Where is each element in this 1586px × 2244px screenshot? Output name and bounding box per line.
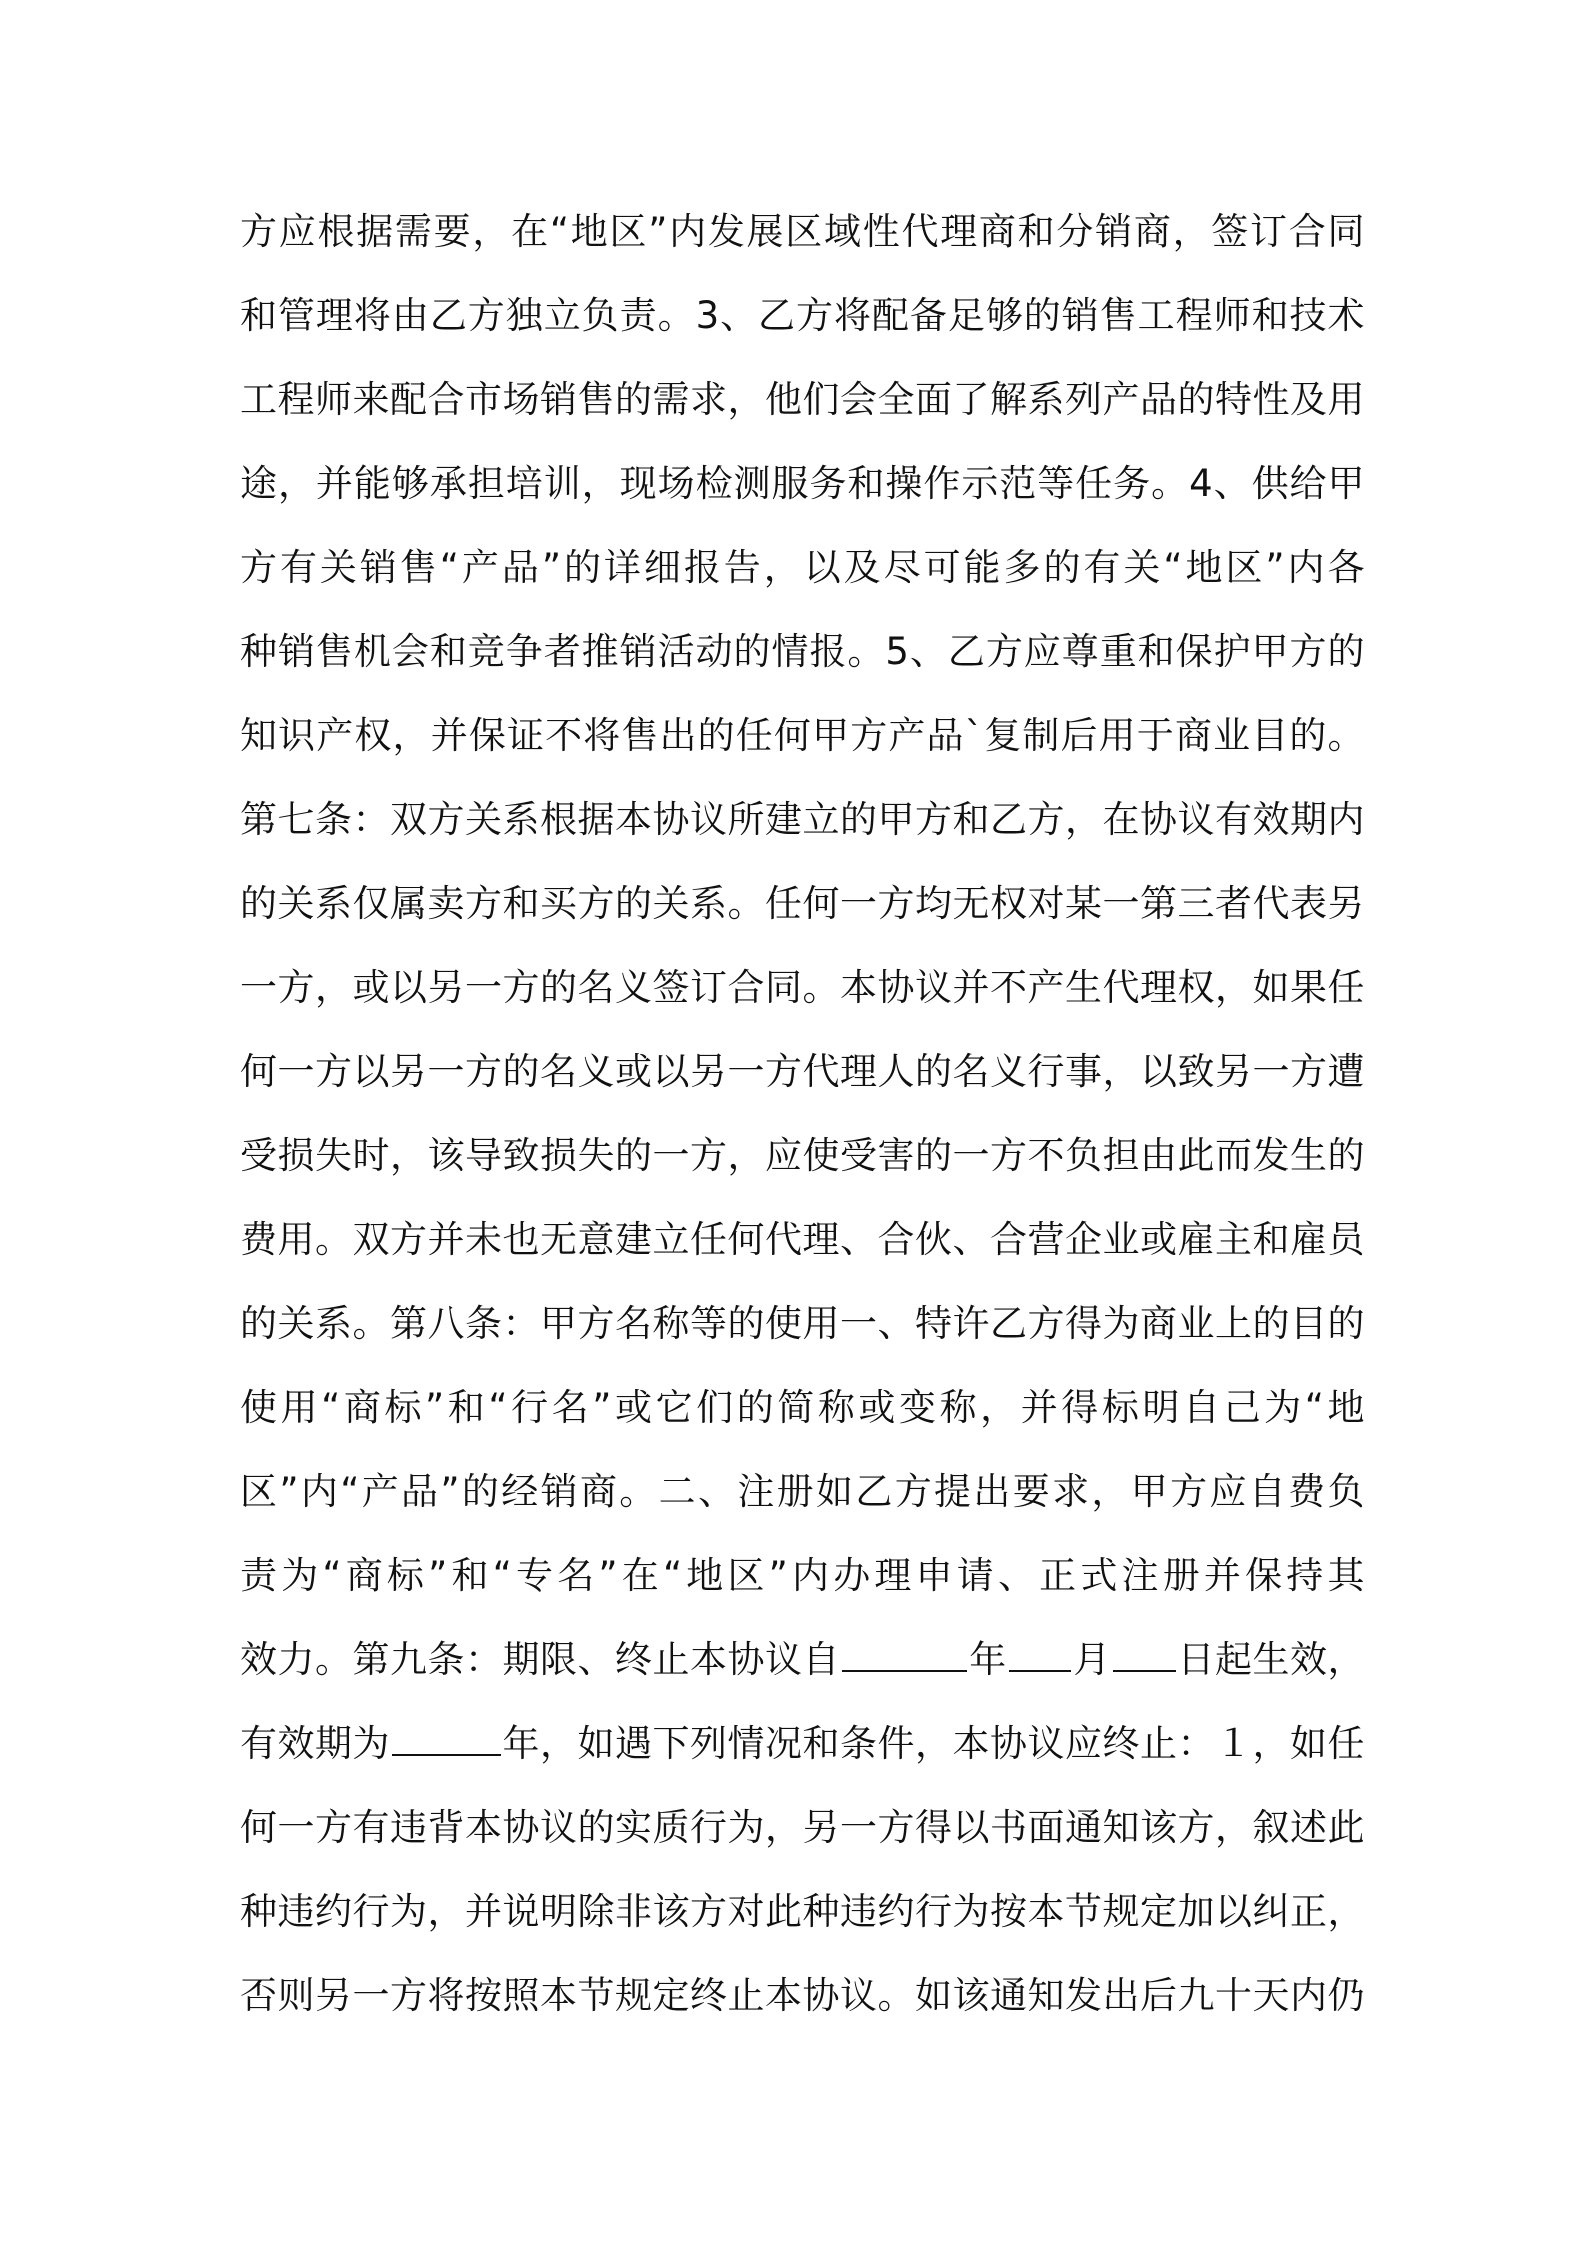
text-segment: 日起生效， (1177, 1638, 1365, 1681)
text-line: 费用。双方并未也无意建立任何代理、合伙、合营企业或雇主和雇员 (240, 1218, 1365, 1261)
text-line-with-blanks (240, 1702, 1365, 1786)
text-segment: 年，如遇下列情况和条件，本协议应终止：１，如任 (502, 1722, 1365, 1765)
text-line: 何一方以另一方的名义或以另一方代理人的名义行事，以致另一方遭 (240, 1050, 1365, 1093)
text-line: 工程师来配合市场销售的需求，他们会全面了解系列产品的特性及用 (240, 378, 1365, 421)
text-line: 知识产权，并保证不将售出的任何甲方产品`复制后用于商业目的。 (240, 714, 1365, 757)
text-line: 何一方有违背本协议的实质行为，另一方得以书面通知该方，叙述此 (240, 1806, 1365, 1849)
text-line: 途，并能够承担培训，现场检测服务和操作示范等任务。4、供给甲 (240, 462, 1365, 505)
text-line: 第七条：双方关系根据本协议所建立的甲方和乙方，在协议有效期内 (240, 798, 1365, 841)
fill-in-blank (392, 1753, 501, 1756)
text-line: 受损失时，该导致损失的一方，应使受害的一方不负担由此而发生的 (240, 1134, 1365, 1177)
fill-in-blank (1009, 1669, 1072, 1672)
text-segment: 年 (969, 1638, 1007, 1681)
fill-in-blank (1113, 1669, 1176, 1672)
text-segment: 效力。第九条：期限、终止本协议自 (240, 1638, 840, 1681)
fill-in-blank (842, 1669, 967, 1672)
text-line: 否则另一方将按照本节规定终止本协议。如该通知发出后九十天内仍 (240, 1974, 1365, 2017)
text-line: 方应根据需要，在“地区”内发展区域性代理商和分销商，签订合同 (240, 210, 1365, 253)
body-text (240, 190, 1365, 2038)
text-line: 种销售机会和竞争者推销活动的情报。5、乙方应尊重和保护甲方的 (240, 630, 1365, 673)
text-line: 种违约行为，并说明除非该方对此种违约行为按本节规定加以纠正， (240, 1890, 1365, 1933)
text-line: 区”内“产品”的经销商。二、注册如乙方提出要求，甲方应自费负 (240, 1470, 1365, 1513)
text-line: 的关系仅属卖方和买方的关系。任何一方均无权对某一第三者代表另 (240, 882, 1365, 925)
text-segment: 有效期为 (240, 1722, 390, 1765)
text-line: 一方，或以另一方的名义签订合同。本协议并不产生代理权，如果任 (240, 966, 1365, 1009)
text-segment: 月 (1073, 1638, 1111, 1681)
text-line: 方有关销售“产品”的详细报告，以及尽可能多的有关“地区”内各 (240, 546, 1365, 589)
text-line: 的关系。第八条：甲方名称等的使用一、特许乙方得为商业上的目的 (240, 1302, 1365, 1345)
text-line: 使用“商标”和“行名”或它们的简称或变称，并得标明自己为“地 (240, 1386, 1365, 1429)
text-line: 责为“商标”和“专名”在“地区”内办理申请、正式注册并保持其 (240, 1554, 1365, 1597)
text-line-with-blanks (240, 1618, 1365, 1702)
text-line: 和管理将由乙方独立负责。3、乙方将配备足够的销售工程师和技术 (240, 294, 1365, 337)
